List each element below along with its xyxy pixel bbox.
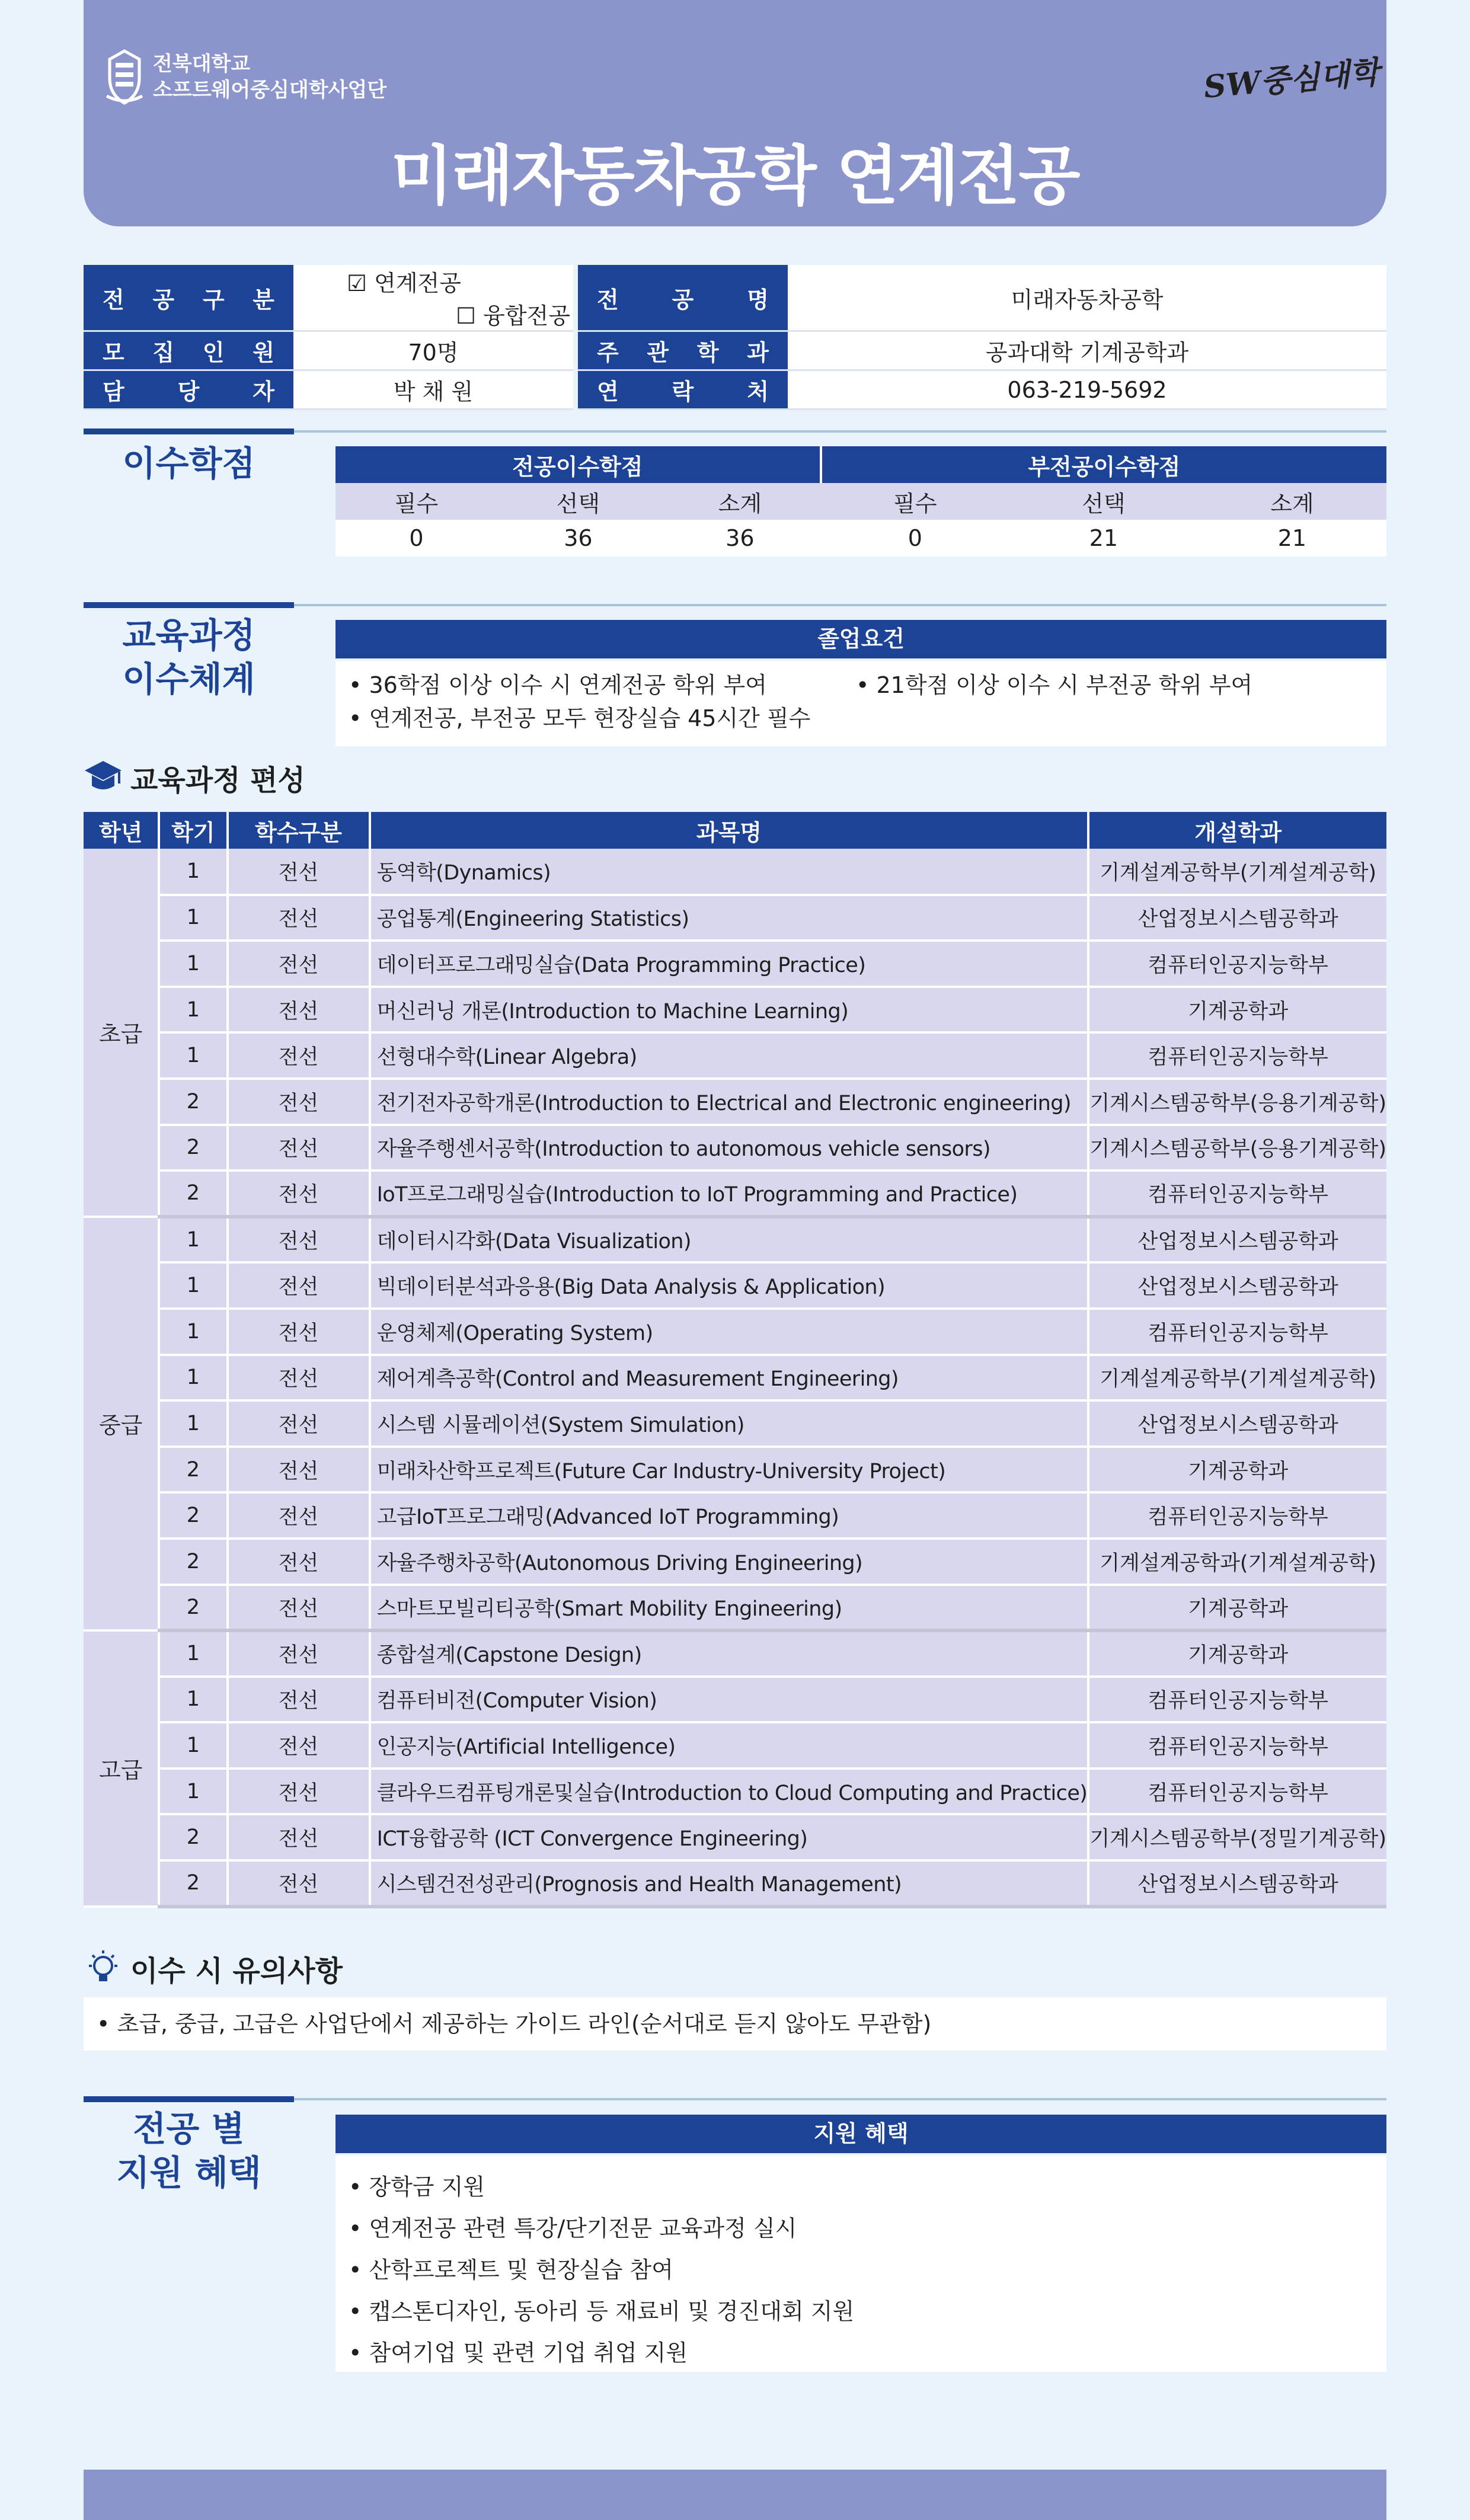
type-label: 전 공 구 분	[84, 265, 293, 331]
benefits-header: 지원 혜택	[335, 2115, 1386, 2153]
curriculum-system-title	[84, 613, 294, 701]
type-cell: 전선	[228, 1860, 370, 1907]
col-header-course: 과목명	[370, 812, 1089, 849]
org-line-1: 전북대학교	[153, 52, 251, 76]
title-line-2: 이수체계	[122, 659, 255, 699]
dept-cell: 기계공학과	[1088, 1630, 1386, 1677]
semester-cell: 1	[159, 941, 227, 987]
semester-cell: 2	[159, 1125, 227, 1171]
minor-credits-header: 부전공이수학점	[821, 446, 1386, 483]
credit-col: 소계	[718, 490, 762, 517]
req-item: • 연계전공, 부전공 모두 현장실습 45시간 필수	[349, 705, 811, 731]
benefits-section-title	[84, 2107, 294, 2195]
semester-cell: 1	[159, 1630, 227, 1677]
dept-cell: 컴퓨터인공지능학부	[1088, 1492, 1386, 1539]
dept-label: 주 관 학 과	[578, 331, 788, 370]
semester-cell: 1	[159, 1309, 227, 1355]
col-header-dept: 개설학과	[1088, 812, 1386, 849]
dept-cell: 산업정보시스템공학과	[1088, 1262, 1386, 1309]
semester-cell: 2	[159, 1539, 227, 1585]
table-row	[84, 1677, 1386, 1723]
col-header-type: 학수구분	[228, 812, 370, 849]
graduation-cap-icon	[84, 759, 123, 794]
type-values	[293, 265, 573, 331]
type-cell: 전선	[228, 849, 370, 895]
course-name-cell: 전기전자공학개론(Introduction to Electrical and Electronic engineering)	[370, 1079, 1089, 1125]
credit-col: 필수	[893, 490, 937, 517]
page-title: 미래자동차공학 연계전공	[391, 139, 1079, 213]
semester-cell: 1	[159, 895, 227, 941]
type-cell: 전선	[228, 1447, 370, 1493]
course-name-cell: 데이터시각화(Data Visualization)	[370, 1217, 1089, 1263]
org-line-2: 소프트웨어중심대학사업단	[153, 78, 387, 102]
type-option-convergence: ☐ 융합전공	[456, 303, 570, 329]
type-cell: 전선	[228, 941, 370, 987]
course-name-cell: 인공지능(Artificial Intelligence)	[370, 1722, 1089, 1769]
type-cell: 전선	[228, 1355, 370, 1401]
table-row	[84, 1079, 1386, 1125]
lightbulb-icon	[84, 1948, 123, 1987]
semester-cell: 1	[159, 1032, 227, 1079]
course-name-cell: ICT융합공학 (ICT Convergence Engineering)	[370, 1814, 1089, 1860]
type-cell: 전선	[228, 1125, 370, 1171]
credits-section-title: 이수학점	[122, 443, 255, 484]
course-table-heading: 교육과정 편성	[130, 764, 305, 797]
section-divider	[294, 604, 1386, 606]
dept-cell: 컴퓨터인공지능학부	[1088, 1677, 1386, 1723]
credit-value: 36	[726, 525, 755, 551]
dept-cell: 기계설계공학과(기계설계공학)	[1088, 1539, 1386, 1585]
credit-value: 21	[1277, 525, 1307, 551]
table-row	[84, 1630, 1386, 1677]
table-row	[84, 1355, 1386, 1401]
dept-cell: 산업정보시스템공학과	[1088, 895, 1386, 941]
contact-label: 연 락 처	[578, 370, 788, 410]
section-divider	[294, 430, 1386, 433]
course-name-cell: 스마트모빌리티공학(Smart Mobility Engineering)	[370, 1585, 1089, 1631]
table-row	[84, 1400, 1386, 1447]
type-cell: 전선	[228, 1722, 370, 1769]
type-cell: 전선	[228, 1814, 370, 1860]
dept-cell: 기계시스템공학부(응용기계공학)	[1088, 1079, 1386, 1125]
semester-cell: 1	[159, 1677, 227, 1723]
organization-name	[153, 51, 386, 103]
type-cell: 전선	[228, 1309, 370, 1355]
major-credits-header: 전공이수학점	[335, 446, 821, 483]
benefit-item: • 참여기업 및 관련 기업 취업 지원	[349, 2340, 688, 2366]
semester-cell: 2	[159, 1860, 227, 1907]
table-row	[84, 1860, 1386, 1907]
course-name-cell: 데이터프로그래밍실습(Data Programming Practice)	[370, 941, 1089, 987]
benefit-item: • 연계전공 관련 특강/단기전문 교육과정 실시	[349, 2215, 797, 2241]
dept-cell: 컴퓨터인공지능학부	[1088, 941, 1386, 987]
semester-cell: 1	[159, 1722, 227, 1769]
semester-cell: 1	[159, 1217, 227, 1263]
course-name-cell: 운영체제(Operating System)	[370, 1309, 1089, 1355]
semester-cell: 1	[159, 1262, 227, 1309]
type-cell: 전선	[228, 1630, 370, 1677]
benefit-item: • 산학프로젝트 및 현장실습 참여	[349, 2257, 673, 2283]
dept-cell: 산업정보시스템공학과	[1088, 1860, 1386, 1907]
semester-cell: 1	[159, 1769, 227, 1815]
type-cell: 전선	[228, 1400, 370, 1447]
dept-cell: 기계설계공학부(기계설계공학)	[1088, 1355, 1386, 1401]
type-cell: 전선	[228, 1585, 370, 1631]
dept-cell: 기계시스템공학부(응용기계공학)	[1088, 1125, 1386, 1171]
type-cell: 전선	[228, 1492, 370, 1539]
course-name-cell: 자율주행센서공학(Introduction to autonomous vehicle sensors)	[370, 1125, 1089, 1171]
footer-bar	[84, 2470, 1386, 2520]
title-line-1: 전공 별	[133, 2109, 245, 2149]
course-name-cell: 머신러닝 개론(Introduction to Machine Learning)	[370, 987, 1089, 1033]
table-row	[84, 1125, 1386, 1171]
semester-cell: 2	[159, 1585, 227, 1631]
credits-table	[335, 446, 1386, 557]
major-name-label: 전 공 명	[578, 265, 788, 331]
credit-col: 필수	[394, 490, 439, 517]
contact-value: 063-219-5692	[788, 370, 1386, 410]
dept-cell: 산업정보시스템공학과	[1088, 1400, 1386, 1447]
type-cell: 전선	[228, 987, 370, 1033]
recruit-value: 70명	[293, 331, 573, 370]
type-cell: 전선	[228, 1032, 370, 1079]
dept-cell: 컴퓨터인공지능학부	[1088, 1171, 1386, 1217]
dept-cell: 컴퓨터인공지능학부	[1088, 1722, 1386, 1769]
table-row	[84, 1217, 1386, 1263]
dept-cell: 컴퓨터인공지능학부	[1088, 1032, 1386, 1079]
benefits-box	[335, 2156, 1386, 2372]
credit-value: 21	[1089, 525, 1118, 551]
semester-cell: 2	[159, 1079, 227, 1125]
level-cell: 중급	[84, 1217, 159, 1630]
type-option-linked: ☑ 연계전공	[347, 270, 461, 296]
type-cell: 전선	[228, 1217, 370, 1263]
notes-heading: 이수 시 유의사항	[130, 1955, 343, 1988]
req-item: • 36학점 이상 이수 시 연계전공 학위 부여	[349, 672, 767, 698]
table-row	[84, 895, 1386, 941]
title-line-1: 교육과정	[122, 615, 255, 655]
table-row	[84, 1262, 1386, 1309]
section-marker	[84, 428, 294, 434]
dept-value: 공과대학 기계공학과	[788, 331, 1386, 370]
graduation-req-box	[335, 661, 1386, 746]
section-marker	[84, 2096, 294, 2102]
table-row	[84, 1722, 1386, 1769]
level-cell: 초급	[84, 849, 159, 1217]
course-name-cell: 선형대수학(Linear Algebra)	[370, 1032, 1089, 1079]
table-row	[84, 1769, 1386, 1815]
major-info-table	[84, 265, 1386, 410]
credit-col: 선택	[556, 490, 600, 517]
table-row	[84, 1309, 1386, 1355]
course-name-cell: 종합설계(Capstone Design)	[370, 1630, 1089, 1677]
dept-cell: 컴퓨터인공지능학부	[1088, 1769, 1386, 1815]
type-cell: 전선	[228, 1171, 370, 1217]
semester-cell: 2	[159, 1447, 227, 1493]
course-name-cell: 자율주행차공학(Autonomous Driving Engineering)	[370, 1539, 1089, 1585]
table-row	[84, 849, 1386, 895]
recruit-label: 모 집 인 원	[84, 331, 293, 370]
table-row	[84, 1492, 1386, 1539]
type-cell: 전선	[228, 1677, 370, 1723]
semester-cell: 1	[159, 987, 227, 1033]
table-row	[84, 1585, 1386, 1631]
type-cell: 전선	[228, 1539, 370, 1585]
course-name-cell: 미래차산학프로젝트(Future Car Industry-University Project)	[370, 1447, 1089, 1493]
type-cell: 전선	[228, 895, 370, 941]
dept-cell: 산업정보시스템공학과	[1088, 1217, 1386, 1263]
benefit-item: • 캡스톤디자인, 동아리 등 재료비 및 경진대회 지원	[349, 2298, 855, 2324]
sw-center-logo: SW중심대학	[1202, 54, 1381, 105]
manager-label: 담 당 자	[84, 370, 293, 410]
credit-value: 0	[907, 525, 922, 551]
course-name-cell: IoT프로그래밍실습(Introduction to IoT Programming and Practice)	[370, 1171, 1089, 1217]
course-name-cell: 시스템건전성관리(Prognosis and Health Management)	[370, 1860, 1089, 1907]
course-name-cell: 고급IoT프로그래밍(Advanced IoT Programming)	[370, 1492, 1089, 1539]
dept-cell: 기계공학과	[1088, 1447, 1386, 1493]
semester-cell: 2	[159, 1492, 227, 1539]
university-logo	[104, 49, 145, 105]
table-row	[84, 1447, 1386, 1493]
credit-value: 0	[409, 525, 424, 551]
course-name-cell: 시스템 시뮬레이션(System Simulation)	[370, 1400, 1089, 1447]
semester-cell: 1	[159, 849, 227, 895]
manager-value: 박 채 원	[293, 370, 573, 410]
credit-col: 선택	[1082, 490, 1126, 517]
dept-cell: 기계시스템공학부(정밀기계공학)	[1088, 1814, 1386, 1860]
table-row	[84, 1814, 1386, 1860]
col-header-grade: 학년	[84, 812, 159, 849]
section-marker	[84, 602, 294, 608]
major-name-value: 미래자동차공학	[788, 265, 1386, 331]
dept-cell: 기계공학과	[1088, 987, 1386, 1033]
type-cell: 전선	[228, 1262, 370, 1309]
graduation-req-header: 졸업요건	[335, 620, 1386, 658]
level-cell: 고급	[84, 1630, 159, 1907]
dept-cell: 기계공학과	[1088, 1585, 1386, 1631]
type-cell: 전선	[228, 1769, 370, 1815]
table-row	[84, 1032, 1386, 1079]
course-name-cell: 동역학(Dynamics)	[370, 849, 1089, 895]
section-divider	[294, 2098, 1386, 2100]
semester-cell: 2	[159, 1171, 227, 1217]
dept-cell: 기계설계공학부(기계설계공학)	[1088, 849, 1386, 895]
type-cell: 전선	[228, 1079, 370, 1125]
course-name-cell: 공업통계(Engineering Statistics)	[370, 895, 1089, 941]
table-row	[84, 941, 1386, 987]
course-table	[84, 812, 1386, 1908]
semester-cell: 1	[159, 1355, 227, 1401]
credit-col: 소계	[1270, 490, 1314, 517]
dept-cell: 컴퓨터인공지능학부	[1088, 1309, 1386, 1355]
semester-cell: 2	[159, 1814, 227, 1860]
req-item: • 21학점 이상 이수 시 부전공 학위 부여	[856, 672, 1253, 698]
benefit-item: • 장학금 지원	[349, 2174, 485, 2200]
table-row	[84, 987, 1386, 1033]
course-name-cell: 컴퓨터비전(Computer Vision)	[370, 1677, 1089, 1723]
notes-box: • 초급, 중급, 고급은 사업단에서 제공하는 가이드 라인(순서대로 듣지 않아도 무관함)	[84, 1997, 1386, 2051]
semester-cell: 1	[159, 1400, 227, 1447]
course-name-cell: 빅데이터분석과응용(Big Data Analysis & Application)	[370, 1262, 1089, 1309]
course-name-cell: 제어계측공학(Control and Measurement Engineering)	[370, 1355, 1089, 1401]
table-row	[84, 1539, 1386, 1585]
col-header-semester: 학기	[159, 812, 227, 849]
course-name-cell: 클라우드컴퓨팅개론및실습(Introduction to Cloud Computing and Practice)	[370, 1769, 1089, 1815]
credit-value: 36	[564, 525, 593, 551]
title-line-2: 지원 혜택	[116, 2153, 261, 2193]
table-row	[84, 1171, 1386, 1217]
